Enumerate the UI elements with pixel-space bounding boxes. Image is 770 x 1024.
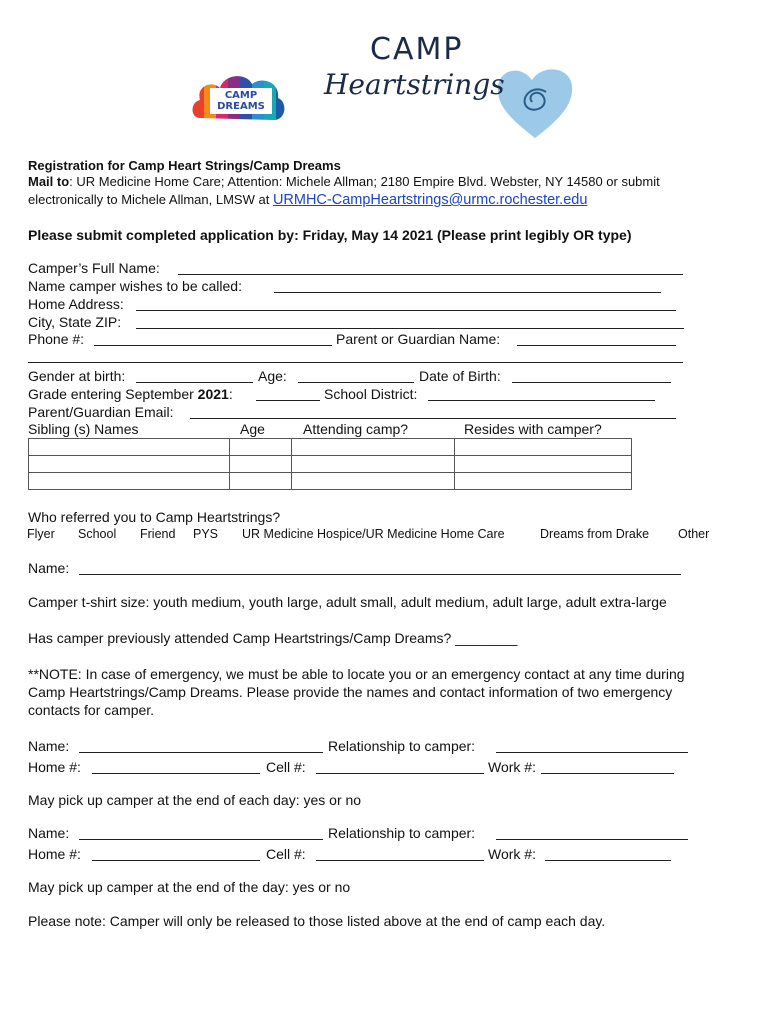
sibling-name-cell[interactable] [29, 473, 230, 490]
sibling-age-cell[interactable] [230, 456, 292, 473]
called-label: Name camper wishes to be called: [28, 278, 242, 294]
email-label: Parent/Guardian Email: [28, 404, 174, 420]
contact1-relationship-field[interactable] [496, 752, 688, 753]
table-row [29, 456, 632, 473]
contact1-name-label: Name: [28, 738, 70, 754]
grade-label-suffix: : [228, 386, 233, 402]
camp-dreams-logo [190, 68, 288, 126]
tshirt-sizes: Camper t-shirt size: youth medium, youth large, adult small, adult medium, adult large, adult extra-large [28, 594, 667, 610]
deadline-notice: Please submit completed application by: Friday, May 14 2021 (Please print legibly OR type) [28, 227, 632, 243]
sibling-resides-cell[interactable] [455, 473, 632, 490]
grade-label-prefix: Grade entering September [28, 386, 198, 402]
sibling-attending-cell[interactable] [292, 439, 455, 456]
phone-label: Phone #: [28, 331, 85, 347]
grade-label [28, 386, 233, 403]
contact1-relationship-label: Relationship to camper: [328, 738, 476, 754]
camp-dreams-logo-text [210, 88, 272, 114]
referral-option-drake[interactable]: Dreams from Drake [540, 527, 650, 541]
called-field[interactable] [274, 292, 661, 293]
guardian-field[interactable] [517, 345, 676, 346]
referral-option-ur-medicine[interactable]: UR Medicine Hospice/UR Medicine Home Care [242, 527, 505, 541]
school-label: School District: [324, 386, 418, 402]
address-label: Home Address: [28, 296, 124, 312]
contact1-home-label: Home #: [28, 759, 81, 775]
contact1-work-label: Work #: [488, 759, 536, 775]
referral-option-school[interactable]: School [78, 527, 117, 541]
camp-heartstrings-logo-line2: Heartstrings [324, 68, 505, 101]
mail-to-text: : UR Medicine Home Care; Attention: Michele Allman; 2180 Empire Blvd. Webster, NY 14580 or submit [69, 174, 660, 189]
note-line-3: contacts for camper. [28, 702, 155, 718]
pickup-2: May pick up camper at the end of the day: yes or no [28, 879, 351, 895]
city-field[interactable] [136, 328, 684, 329]
mail-to-text-2: electronically to Michele Allman, LMSW at [28, 192, 273, 207]
previous-attendance: Has camper previously attended Camp Heartstrings/Camp Dreams? ________ [28, 630, 518, 646]
contact1-cell-field[interactable] [316, 773, 484, 774]
note-line-2: Camp Heartstrings/Camp Dreams. Please provide the names and contact information of two emergency [28, 684, 673, 700]
email-field[interactable] [190, 418, 676, 419]
camp-dreams-logo-line2: DREAMS [217, 101, 265, 112]
grade-field[interactable] [256, 400, 320, 401]
extra-line-field[interactable] [28, 362, 683, 363]
sibling-header-names: Sibling (s) Names [28, 421, 139, 437]
guardian-label: Parent or Guardian Name: [336, 331, 501, 347]
contact1-home-field[interactable] [92, 773, 260, 774]
referral-name-label: Name: [28, 560, 70, 576]
gender-label: Gender at birth: [28, 368, 126, 384]
school-field[interactable] [428, 400, 655, 401]
contact1-name-field[interactable] [79, 752, 323, 753]
full-name-label: Camper’s Full Name: [28, 260, 160, 276]
dob-field[interactable] [512, 382, 671, 383]
sibling-header-age: Age [240, 421, 265, 437]
gender-field[interactable] [136, 382, 253, 383]
sibling-attending-cell[interactable] [292, 456, 455, 473]
release-note: Please note: Camper will only be released to those listed above at the end of camp each day. [28, 913, 606, 929]
contact2-name-field[interactable] [79, 839, 323, 840]
pickup-1: May pick up camper at the end of each day: yes or no [28, 792, 362, 808]
contact2-work-label: Work #: [488, 846, 536, 862]
sibling-name-cell[interactable] [29, 456, 230, 473]
camp-dreams-logo-line1: CAMP [224, 90, 258, 101]
contact2-cell-label: Cell #: [266, 846, 306, 862]
form-title: Registration for Camp Heart Strings/Camp Dreams [28, 158, 341, 173]
phone-field[interactable] [94, 345, 332, 346]
contact1-cell-label: Cell #: [266, 759, 306, 775]
sibling-age-cell[interactable] [230, 439, 292, 456]
sibling-table [28, 438, 632, 490]
camp-heartstrings-logo [322, 28, 584, 140]
full-name-field[interactable] [178, 274, 683, 275]
contact2-home-label: Home #: [28, 846, 81, 862]
sibling-attending-cell[interactable] [292, 473, 455, 490]
contact2-work-field[interactable] [545, 860, 671, 861]
contact2-cell-field[interactable] [316, 860, 484, 861]
sibling-resides-cell[interactable] [455, 456, 632, 473]
referral-option-pys[interactable]: PYS [193, 527, 219, 541]
referral-option-other[interactable]: Other [678, 527, 710, 541]
sibling-age-cell[interactable] [230, 473, 292, 490]
contact2-name-label: Name: [28, 825, 70, 841]
note-line-1: **NOTE: In case of emergency, we must be able to locate you or an emergency contact at any time during [28, 666, 685, 682]
age-field[interactable] [298, 382, 414, 383]
sibling-header-resides: Resides with camper? [464, 421, 602, 437]
dob-label: Date of Birth: [419, 368, 501, 384]
sibling-header-attending: Attending camp? [303, 421, 409, 437]
contact1-work-field[interactable] [541, 773, 674, 774]
grade-year: 2021 [197, 386, 229, 402]
referral-option-friend[interactable]: Friend [140, 527, 176, 541]
table-row [29, 473, 632, 490]
contact2-home-field[interactable] [92, 860, 260, 861]
email-link[interactable]: URMHC-CampHeartstrings@urmc.rochester.edu [272, 192, 588, 208]
referral-option-flyer[interactable]: Flyer [27, 527, 55, 541]
camp-heartstrings-logo-line1: CAMP [370, 32, 464, 67]
mail-to-label: Mail to [28, 174, 70, 189]
referral-name-field[interactable] [79, 574, 681, 575]
sibling-name-cell[interactable] [29, 439, 230, 456]
contact2-relationship-field[interactable] [496, 839, 688, 840]
address-field[interactable] [136, 310, 676, 311]
table-row [29, 439, 632, 456]
contact2-relationship-label: Relationship to camper: [328, 825, 476, 841]
age-label: Age: [258, 368, 287, 384]
city-label: City, State ZIP: [28, 314, 122, 330]
referral-question: Who referred you to Camp Heartstrings? [28, 509, 281, 525]
sibling-resides-cell[interactable] [455, 439, 632, 456]
mail-to-line-2 [28, 192, 587, 208]
mail-to-line [28, 174, 660, 190]
